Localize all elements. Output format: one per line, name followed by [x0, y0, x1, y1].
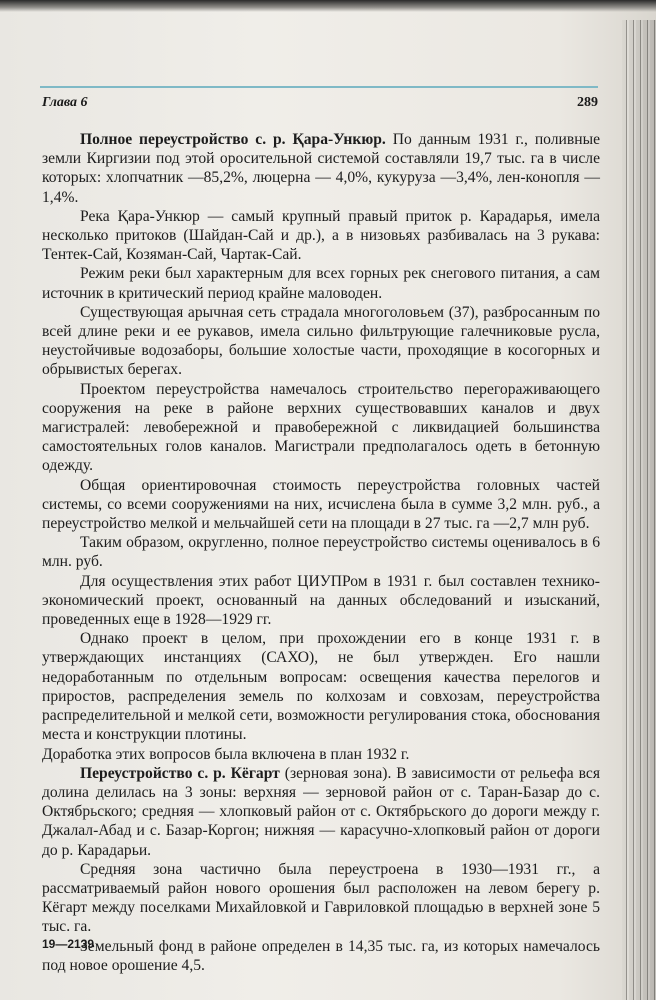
paragraph-11 [42, 764, 600, 860]
running-head [42, 95, 598, 111]
section-heading-kegart: Переустройство с. р. Кёгарт [80, 764, 280, 782]
paragraph-12: Средняя зона частично была переустроена в 1930—1931 гг., а рассматриваемый район нового орошения был расположен на левом берегу р. Кёгарт между поселками Михайловкой и Гавриловкой площадью в верхней зоне 5 тыс. га. [42, 860, 600, 936]
paragraph-2: Река Қара-Ункюр — самый крупный правый приток р. Карадарья, имела несколько притоков (Шайдан-Сай и др.), а в низовьях разбивалась на 3 рукава: Тентек-Сай, Козяман-Сай, Чартак-Сай. [42, 207, 600, 264]
chapter-title: Глава 6 [42, 95, 88, 110]
paragraph-text: По данным 1931 г., поливные земли Киргизии под этой оросительной системой составляли 19,7 тыс. га в числе которых: хлопчатник —85,2%, люцерна — 4,0%, кукуруза —3,4%, лен-конопля —1,4%. [42, 131, 601, 206]
paragraph-4: Существующая арычная сеть страдала многоголовьем (37), разбросанным по всей длине реки и ее рукавов, имела сильно фильтрующие галечниковые русла, неустойчивые водозаборы, большие холостые части, проходящие в косогорных и обрывистых берегах. [42, 303, 600, 379]
paragraph-9: Однако проект в целом, при прохождении его в конце 1931 г. в утверждающих инстанциях (САХО), не был утвержден. Его нашли недоработанным по отдельным вопросам: освещения качества перелогов и приростов, распределения земель по колхозам и совхозам, переустройства распределительной и мелкой сети, возможности регулирования стока, обоснования места и конструкции плотины. [42, 630, 600, 744]
paragraph-8: Для осуществления этих работ ЦИУПРом в 1931 г. был составлен технико-экономический проект, основанный на данных обследований и изысканий, проведенных еще в 1928—1929 гг. [42, 572, 600, 629]
paragraph-1 [42, 130, 600, 207]
paragraph-7: Таким образом, округленно, полное переустройство системы оценивалось в 6 млн. руб. [42, 534, 600, 571]
paragraph-3: Режим реки был характерным для всех горных рек снегового питания, а сам источник в критический период крайне маловоден. [42, 265, 600, 302]
paragraph-10: Доработка этих вопросов была включена в план 1932 г. [42, 745, 410, 763]
body-text [42, 130, 600, 975]
section-heading-kara-unkyur: Полное переустройство с. р. Қара-Ункюр. [80, 131, 386, 148]
paragraph-text: (зерновая зона). В зависимости от рельефа вся долина делилась на 3 зоны: верхняя — зерновой район от с. Таран-Базар до с. Октябрьского; средняя — хлопковый район от с. Октябрьского до дороги между г. Джалал-Абад и с. Базар-Коргон; нижняя — карасучно-хлопковый район от дороги до р. Карадарьи. [42, 764, 600, 859]
top-shadow [0, 0, 656, 12]
paragraph-6: Общая ориентировочная стоимость переустройства головных частей системы, со всеми сооружениями на них, исчислена была в сумме 3,2 млн. руб., а переустройство мелкой и мельчайшей сети на площади в 27 тыс. га —2,7 млн руб. [42, 476, 600, 533]
page-number: 289 [577, 95, 598, 110]
paragraph-13: Земельный фонд в районе определен в 14,35 тыс. га, из которых намечалось под новое орошение 4,5. [42, 937, 600, 974]
page-edges-shade [622, 20, 656, 1000]
header-rule [40, 86, 598, 88]
paragraph-5: Проектом переустройства намечалось строительство перегораживающего сооружения на реке в районе верхних существовавших каналов и двух магистралей: левобережной и правобережной с ликвидацией большинства самостоятельных голов каналов. Магистрали предполагалось одеть в бетонную одежду. [42, 380, 600, 475]
printer-signature: 19—2139 [42, 937, 95, 951]
